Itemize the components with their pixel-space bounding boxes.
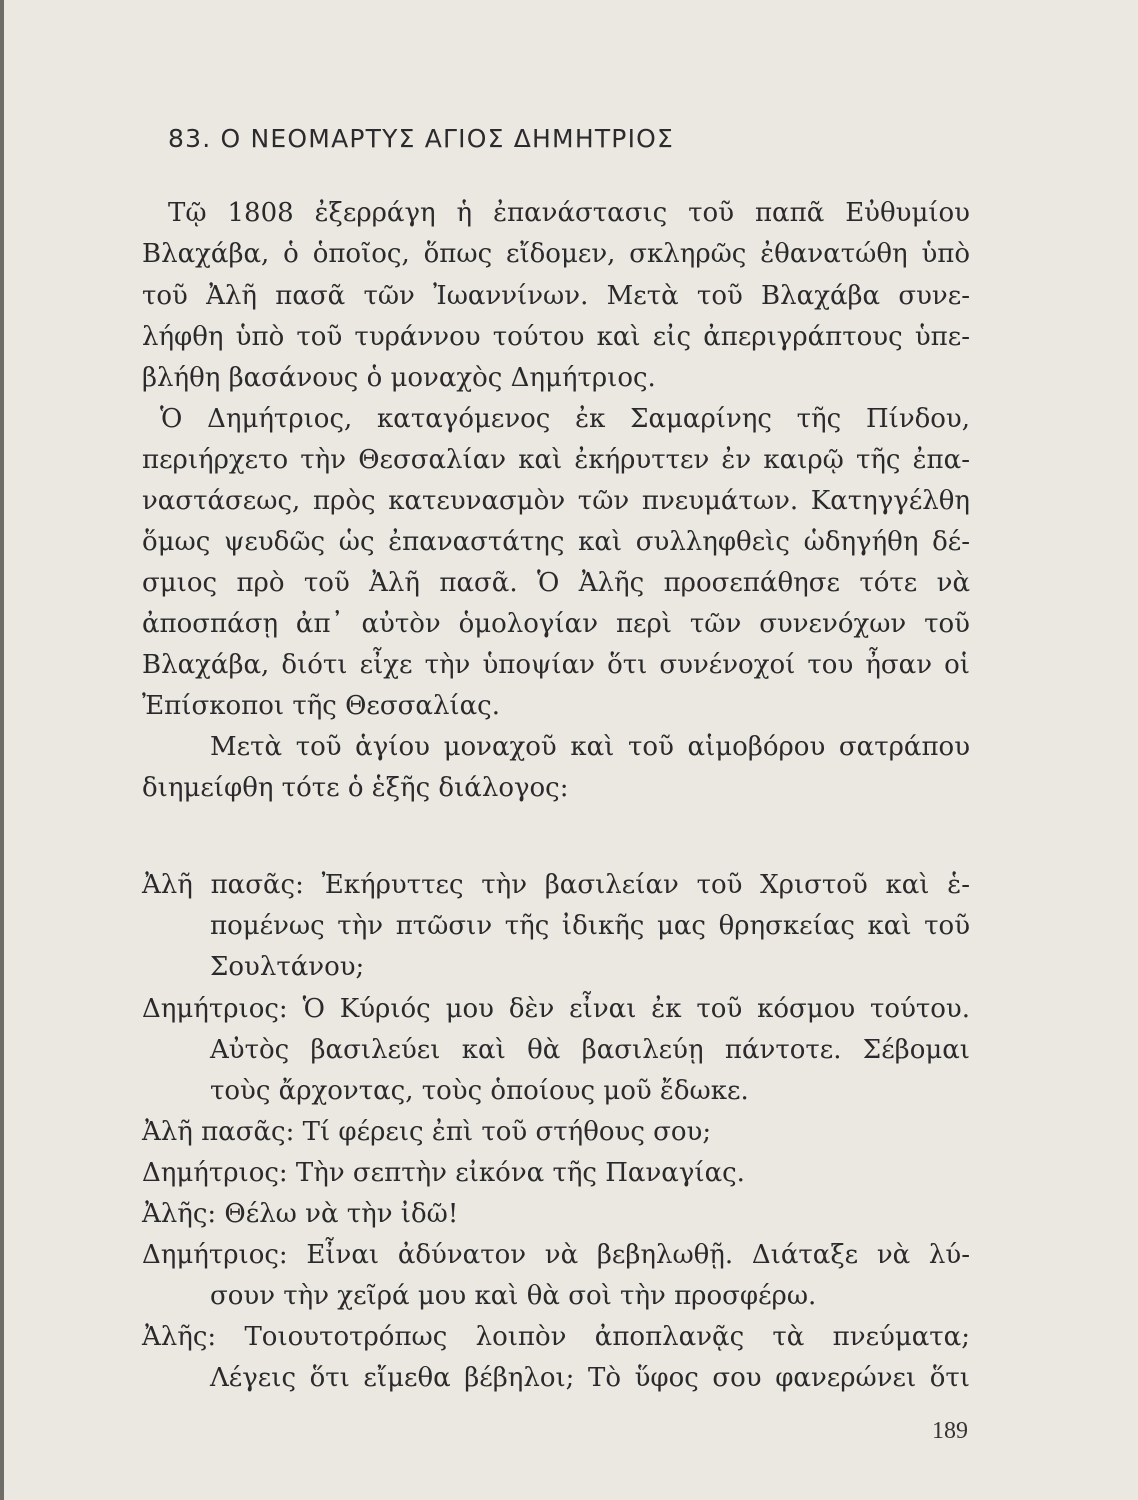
- text-line: Ἐπίσκοποι τῆς Θεσσαλίας.: [142, 691, 500, 721]
- text-line: βλήθη βασάνους ὁ μοναχὸς Δημήτριος.: [142, 363, 656, 393]
- chapter-title: 83. Ο ΝΕΟΜΑΡΤΥΣ ΑΓΙΟΣ ΔΗΜΗΤΡΙΟΣ: [168, 124, 675, 153]
- text-line: διημείφθη τότε ὁ ἑξῆς διάλογος:: [142, 773, 569, 803]
- page-edge-shadow: [0, 0, 4, 1500]
- dialogue-line: σουν τὴν χεῖρά μου καὶ θὰ σοὶ τὴν προσφέρω.: [210, 1281, 817, 1311]
- dialogue-line: τοὺς ἄρχοντας, τοὺς ὁποίους μοῦ ἔδωκε.: [210, 1076, 749, 1106]
- text-line: σμιος πρὸ τοῦ Ἀλῆ πασᾶ. Ὁ Ἀλῆς προσεπάθησε τότε νὰ: [142, 568, 970, 598]
- text-line: τοῦ Ἀλῆ πασᾶ τῶν Ἰωαννίνων. Μετὰ τοῦ Βλαχάβα συνε-: [142, 281, 970, 311]
- text-line: περιήρχετο τὴν Θεσσαλίαν καὶ ἐκήρυττεν ἐν καιρῷ τῆς ἐπα-: [142, 445, 970, 475]
- dialogue-line: Ἀλῆ πασᾶς: Τί φέρεις ἐπὶ τοῦ στήθους σου;: [142, 1117, 712, 1147]
- dialogue-line: πομένως τὴν πτῶσιν τῆς ἰδικῆς μας θρησκείας καὶ τοῦ: [210, 911, 970, 941]
- text-line: ἀποσπάσῃ ἀπ᾽ αὐτὸν ὁμολογίαν περὶ τῶν συνενόχων τοῦ: [142, 609, 970, 639]
- dialogue-line: Δημήτριος: Τὴν σεπτὴν εἰκόνα τῆς Παναγίας.: [142, 1158, 745, 1188]
- text-line: Βλαχάβα, ὁ ὁποῖος, ὅπως εἴδομεν, σκληρῶς ἐθανατώθη ὑπὸ: [142, 239, 970, 269]
- text-line: λήφθη ὑπὸ τοῦ τυράννου τούτου καὶ εἰς ἀπεριγράπτους ὑπε-: [142, 322, 970, 352]
- text-line: ὅμως ψευδῶς ὡς ἐπαναστάτης καὶ συλληφθεὶς ὡδηγήθη δέ-: [142, 527, 970, 557]
- dialogue-line: Αὐτὸς βασιλεύει καὶ θὰ βασιλεύῃ πάντοτε. Σέβομαι: [210, 1035, 970, 1065]
- dialogue-line: Σουλτάνου;: [210, 952, 365, 982]
- text-line: Ὁ Δημήτριος, καταγόμενος ἐκ Σαμαρίνης τῆς Πίνδου,: [160, 404, 970, 434]
- dialogue-line: Ἀλῆς: Τοιουτοτρόπως λοιπὸν ἀποπλανᾷς τὰ πνεύματα;: [142, 1322, 970, 1352]
- dialogue-line: Λέγεις ὅτι εἴμεθα βέβηλοι; Τὸ ὕφος σου φανερώνει ὅτι: [210, 1363, 970, 1393]
- text-line: Τῷ 1808 ἐξερράγη ἡ ἐπανάστασις τοῦ παπᾶ Εὐθυμίου: [168, 198, 970, 228]
- text-line: Μετὰ τοῦ ἁγίου μοναχοῦ καὶ τοῦ αἱμοβόρου σατράπου: [210, 732, 970, 762]
- text-line: ναστάσεως, πρὸς κατευνασμὸν τῶν πνευμάτων. Κατηγγέλθη: [142, 486, 970, 516]
- text-line: Βλαχάβα, διότι εἶχε τὴν ὑποψίαν ὅτι συνένοχοί του ἦσαν οἱ: [142, 650, 970, 680]
- page-number: 189: [932, 1418, 968, 1444]
- dialogue-line: Δημήτριος: Ὁ Κύριός μου δὲν εἶναι ἐκ τοῦ κόσμου τούτου.: [142, 994, 970, 1024]
- dialogue-line: Ἀλῆς: Θέλω νὰ τὴν ἰδῶ!: [142, 1199, 459, 1229]
- dialogue-line: Ἀλῆ πασᾶς: Ἐκήρυττες τὴν βασιλείαν τοῦ Χριστοῦ καὶ ἑ-: [142, 870, 970, 900]
- dialogue-line: Δημήτριος: Εἶναι ἀδύνατον νὰ βεβηλωθῇ. Διάταξε νὰ λύ-: [142, 1240, 970, 1270]
